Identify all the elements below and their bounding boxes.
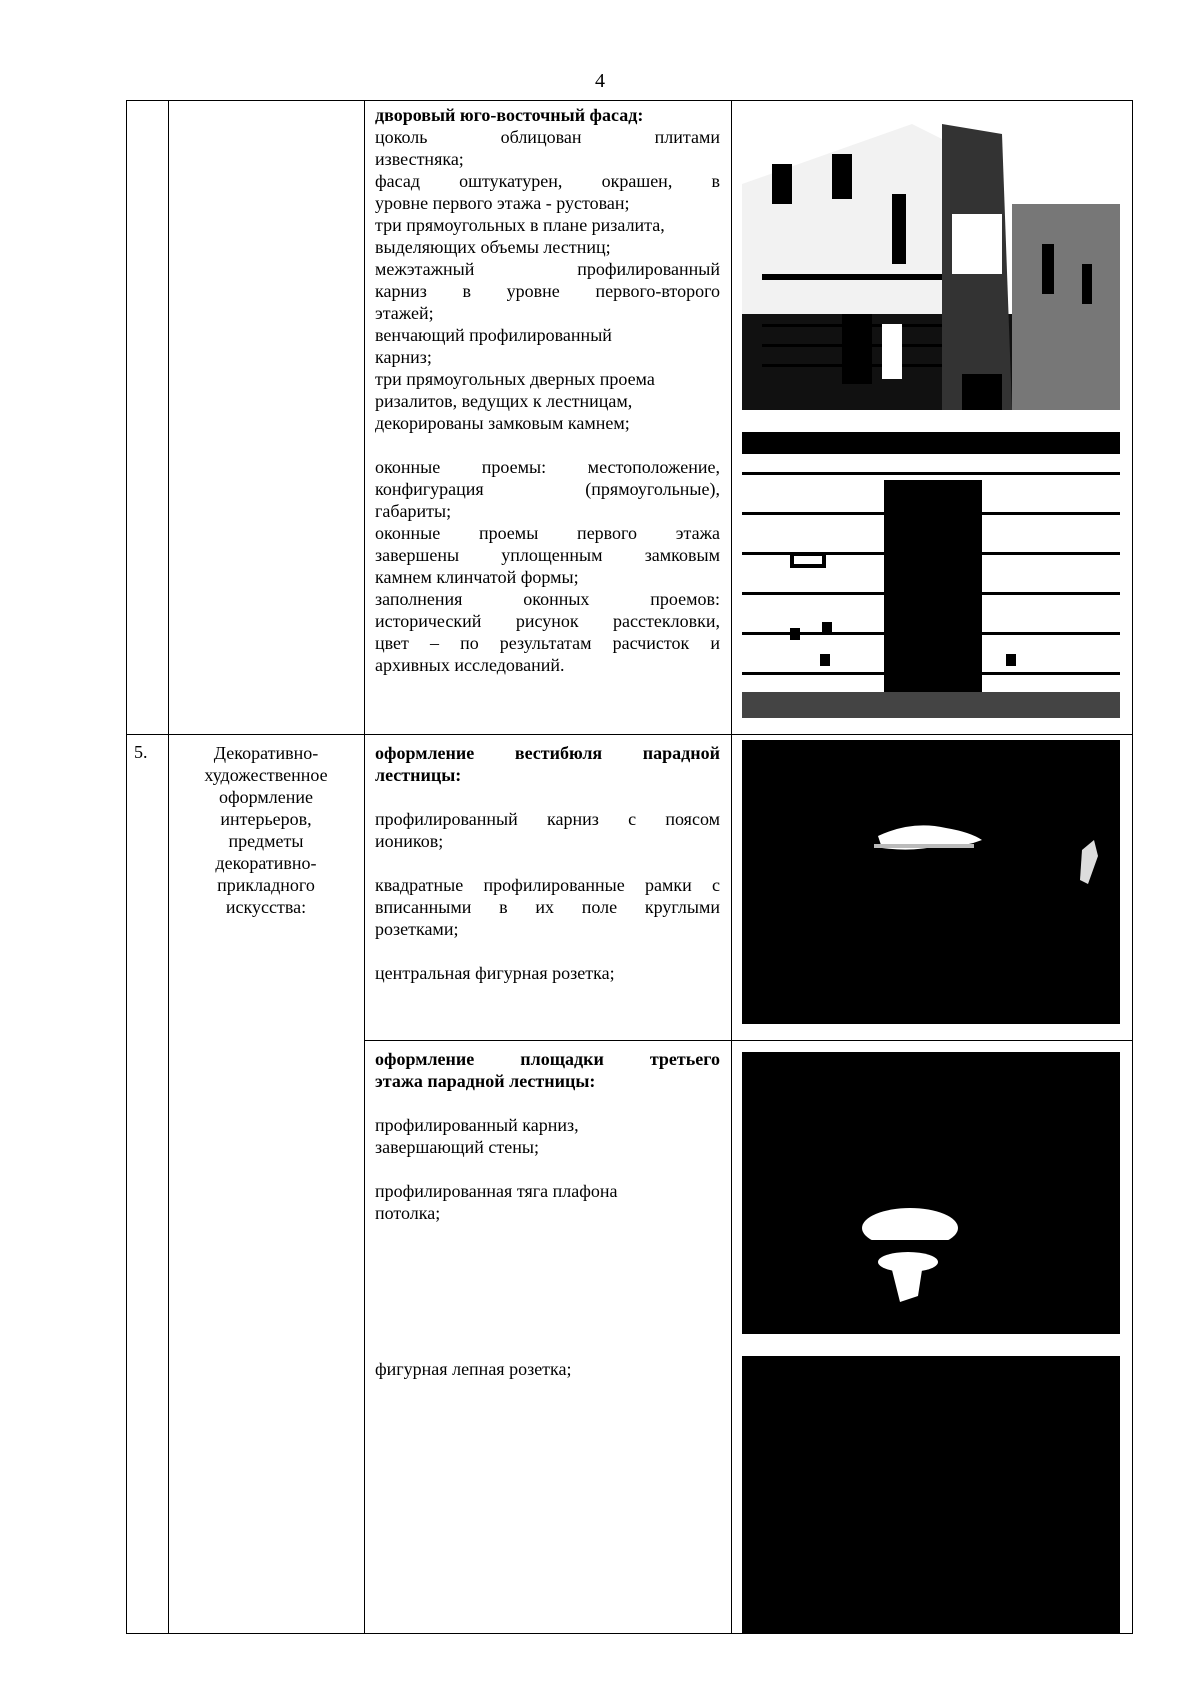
text-line: завершающий стены;: [375, 1137, 539, 1157]
text-line: завершены уплощенным замковым: [375, 545, 720, 565]
text-line: [375, 1092, 720, 1114]
col-line-desc: [731, 100, 732, 1634]
text-line: архивных исследований.: [375, 655, 565, 675]
col-line-left: [126, 100, 127, 1634]
text-line: выделяющих объемы лестниц;: [375, 237, 611, 257]
category-line: искусства:: [225, 897, 307, 917]
text-line: потолка;: [375, 1203, 441, 1223]
figured-rosette-photo: [742, 1356, 1120, 1634]
facade-description: [375, 104, 720, 676]
text-line: оформление площадки третьего: [375, 1049, 720, 1069]
text-line: [375, 786, 720, 808]
text-line: розетками;: [375, 919, 459, 939]
text-line: профилированный карниз,: [375, 1115, 579, 1135]
category-line: интерьеров,: [220, 809, 312, 829]
col-line-right: [1132, 100, 1133, 1634]
text-line: цвет – по результатам расчисток и: [375, 633, 720, 653]
col-line-cat: [364, 100, 365, 1634]
subrow-divider: [364, 1040, 1132, 1041]
category-line: декоративно-: [215, 853, 317, 873]
text-line: габариты;: [375, 501, 452, 521]
text-line: этажа парадной лестницы:: [375, 1071, 596, 1091]
text-line: иоников;: [375, 831, 444, 851]
text-line: ризалитов, ведущих к лестницам,: [375, 391, 633, 411]
row-category: [170, 742, 362, 918]
text-line: фасад оштукатурен, окрашен, в: [375, 171, 720, 191]
facade-heading: дворовый юго-восточный фасад:: [375, 105, 644, 125]
text-line: [375, 852, 720, 874]
text-line: лестницы:: [375, 765, 462, 785]
table-top-border: [126, 100, 1132, 101]
text-line: вписанными в их поле круглыми: [375, 897, 720, 917]
text-line: три прямоугольных дверных проема: [375, 369, 655, 389]
text-line: известняка;: [375, 149, 464, 169]
text-line: оконные проемы первого этажа: [375, 523, 720, 543]
text-line: три прямоугольных в плане ризалита,: [375, 215, 665, 235]
text-line: цоколь облицован плитами: [375, 127, 720, 147]
col-line-num: [168, 100, 169, 1634]
vestibule-cornice-photo: [742, 740, 1120, 1024]
text-line: квадратные профилированные рамки с: [375, 875, 720, 895]
row-number: 5.: [134, 742, 148, 762]
text-line: межэтажный профилированный: [375, 259, 720, 279]
text-line: оконные проемы: местоположение,: [375, 457, 720, 477]
category-line: прикладного: [217, 875, 315, 895]
text-line: [375, 1158, 720, 1180]
text-line: оформление вестибюля парадной: [375, 743, 720, 763]
text-line: профилированная тяга плафона: [375, 1181, 618, 1201]
text-line: [375, 940, 720, 962]
door-photo: [742, 432, 1120, 718]
category-line: предметы: [228, 831, 304, 851]
text-line: этажей;: [375, 303, 434, 323]
text-line: профилированный карниз с поясом: [375, 809, 720, 829]
text-line: конфигурация (прямоугольные),: [375, 479, 720, 499]
third-floor-description: [375, 1048, 720, 1224]
text-line: уровне первого этажа - рустован;: [375, 193, 630, 213]
row-divider: [126, 734, 1132, 735]
text-line: камнем клинчатой формы;: [375, 567, 579, 587]
facade-photo: [742, 124, 1120, 410]
text-line: декорированы замковым камнем;: [375, 413, 630, 433]
text-line: исторический рисунок расстекловки,: [375, 611, 720, 631]
text-line: заполнения оконных проемов:: [375, 589, 720, 609]
text-line: карниз в уровне первого-второго: [375, 281, 720, 301]
text-line: карниз;: [375, 347, 432, 367]
text-line: [375, 434, 720, 456]
category-line: художественное: [204, 765, 328, 785]
page-number: 4: [595, 70, 605, 92]
vestibule-description: [375, 742, 720, 984]
ceiling-rosette-photo: [742, 1052, 1120, 1334]
text-line: центральная фигурная розетка;: [375, 963, 615, 983]
category-line: оформление: [218, 787, 313, 807]
rosette-description: фигурная лепная розетка;: [375, 1359, 572, 1379]
text-line: венчающий профилированный: [375, 325, 612, 345]
category-line: Декоративно-: [213, 743, 319, 763]
